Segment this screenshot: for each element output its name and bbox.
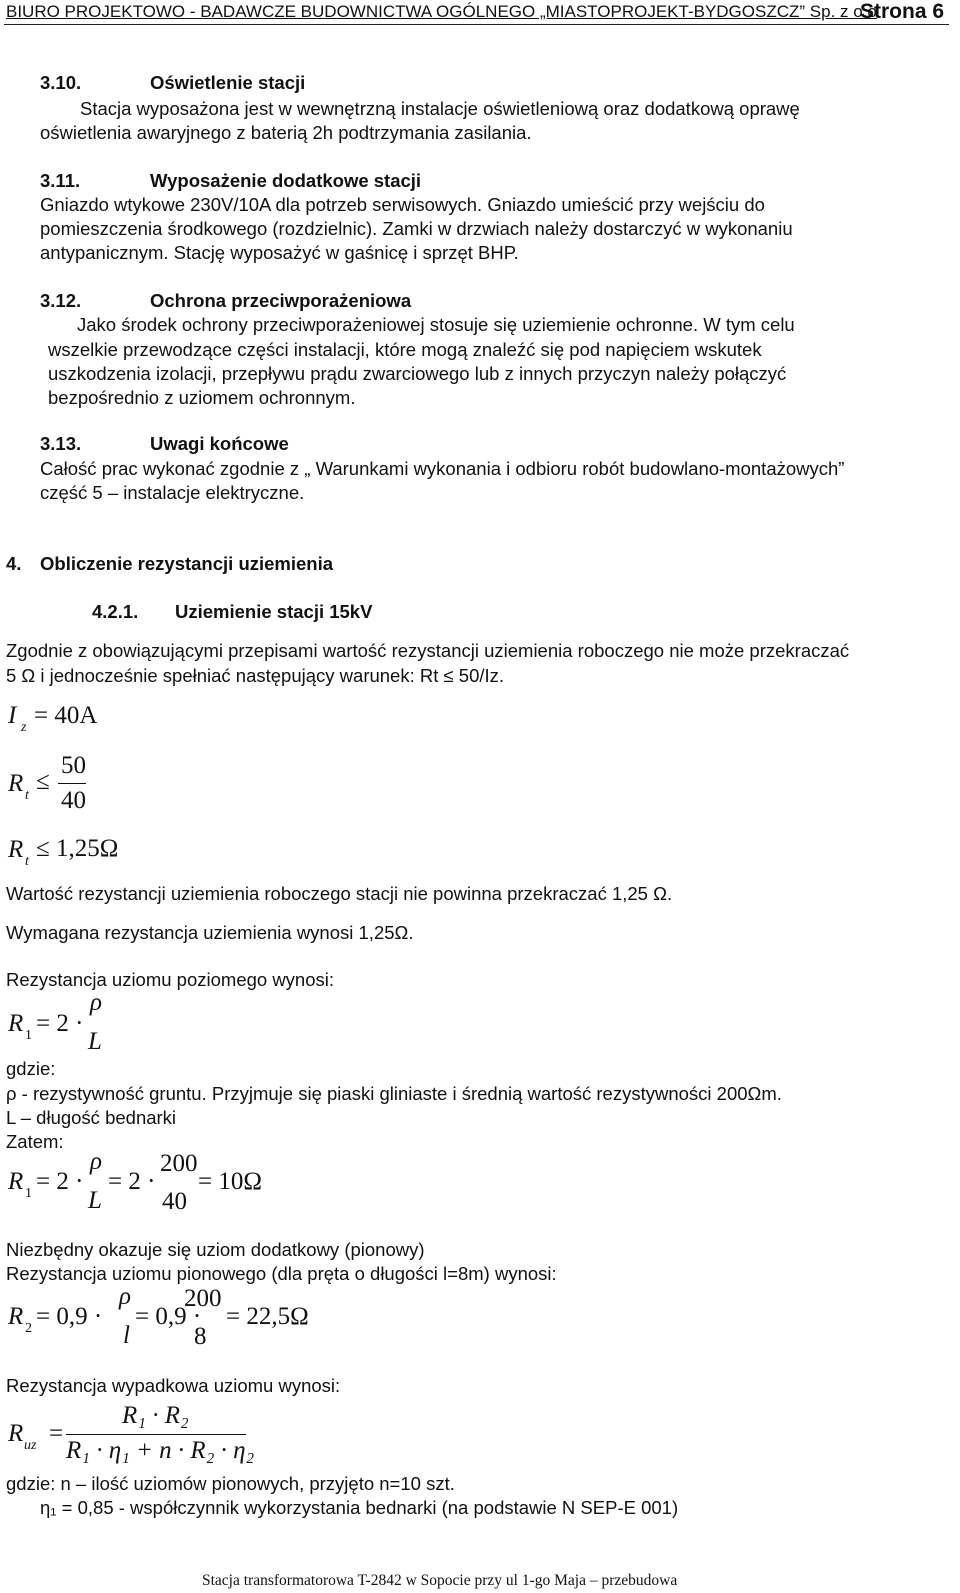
eq-symbol: I xyxy=(8,702,17,729)
eq-symbol: R xyxy=(8,1168,24,1195)
paragraph-line: Rezystancja uziomu pionowego (dla pręta o długości l=8m) wynosi: xyxy=(6,1263,557,1284)
chapter-title: Obliczenie rezystancji uziemienia xyxy=(40,553,334,574)
section-number: 3.11. xyxy=(40,170,81,191)
eq-operator: ≤ xyxy=(36,768,50,795)
paragraph-line: uszkodzenia izolacji, przepływu prądu zwarciowego lub z innych przyczyn należy połączyć xyxy=(48,363,787,384)
paragraph-line: antypanicznym. Stację wyposażyć w gaśnicę i sprzęt BHP. xyxy=(40,242,519,263)
eq-operator: = 2 · xyxy=(36,1010,84,1037)
eq-subscript: z xyxy=(21,720,27,735)
section-title: Wyposażenie dodatkowe stacji xyxy=(150,170,422,191)
paragraph-line: Wymagana rezystancja uziemienia wynosi 1,25Ω. xyxy=(6,922,414,943)
eq-numerator: 50 xyxy=(61,752,86,779)
page-number: Strona 6 xyxy=(860,0,945,23)
paragraph-line: Niezbędny okazuje się uziom dodatkowy (pionowy) xyxy=(6,1239,425,1260)
eq-operator: = 2 · xyxy=(108,1168,156,1195)
paragraph-line: pomieszczenia środkowego (rozdzielnic). Zamki w drzwiach należy dostarczyć w wykonaniu xyxy=(40,218,793,239)
fraction-bar xyxy=(66,1434,246,1435)
eq-result: = 22,5Ω xyxy=(226,1303,309,1330)
section-number: 3.13. xyxy=(40,433,82,454)
eq-subscript: 2 xyxy=(25,1321,32,1336)
eq-numerator: 200 xyxy=(160,1150,198,1177)
eq-subscript: t xyxy=(25,788,29,803)
eq-denominator: R₁ · η₁ + n · R₂ · η₂ xyxy=(66,1437,255,1464)
eq-rhs: = 40A xyxy=(34,702,98,729)
paragraph-line: oświetlenia awaryjnego z baterią 2h podtrzymania zasilania. xyxy=(40,122,532,143)
paragraph-line: Wartość rezystancji uziemienia roboczego stacji nie powinna przekraczać 1,25 Ω. xyxy=(6,883,673,904)
eq-subscript: t xyxy=(25,854,29,869)
eq-denominator: L xyxy=(88,1187,102,1214)
paragraph-line: Jako środek ochrony przeciwporażeniowej stosuje się uziemienie ochronne. W tym celu xyxy=(77,314,795,335)
paragraph-line: część 5 – instalacje elektryczne. xyxy=(40,482,305,503)
eq-symbol: R xyxy=(8,836,24,863)
eq-denominator: 40 xyxy=(162,1188,187,1215)
eq-numerator: ρ xyxy=(119,1283,131,1310)
section-title: Ochrona przeciwporażeniowa xyxy=(150,290,412,311)
eq-numerator: 200 xyxy=(184,1285,222,1312)
eq-denominator: 8 xyxy=(194,1323,207,1350)
eq-subscript: 1 xyxy=(25,1186,32,1201)
paragraph-line: gdzie: n – ilość uziomów pionowych, przyjęto n=10 szt. xyxy=(6,1473,455,1494)
eq-numerator: R₁ · R₂ xyxy=(122,1402,189,1429)
eq-operator: = 0,9 · xyxy=(36,1303,103,1330)
subsection-number: 4.2.1. xyxy=(92,601,139,622)
eq-denominator: L xyxy=(88,1028,102,1055)
eq-denominator: l xyxy=(123,1322,130,1349)
paragraph-line: bezpośrednio z uziomem ochronnym. xyxy=(48,387,356,408)
section-title: Oświetlenie stacji xyxy=(150,72,306,93)
paragraph-line: Rezystancja wypadkowa uziomu wynosi: xyxy=(6,1375,341,1396)
page-header-company: BIURO PROJEKTOWO - BADAWCZE BUDOWNICTWA OGÓLNEGO „MIASTOPROJEKT-BYDGOSZCZ” Sp. z o.o xyxy=(6,2,877,21)
section-title: Uwagi końcowe xyxy=(150,433,289,454)
paragraph-line: Rezystancja uziomu poziomego wynosi: xyxy=(6,969,335,990)
paragraph-line: L – długość bednarki xyxy=(6,1107,177,1128)
paragraph-line: Stacja wyposażona jest w wewnętrzną instalacje oświetleniową oraz dodatkową oprawę xyxy=(80,98,800,119)
paragraph-line: Gniazdo wtykowe 230V/10A dla potrzeb serwisowych. Gniazdo umieścić przy wejściu do xyxy=(40,194,765,215)
page-footer: Stacja transformatorowa T-2842 w Sopocie przy ul 1-go Maja – przebudowa xyxy=(202,1572,678,1589)
eq-subscript: 1 xyxy=(25,1028,32,1043)
eq-symbol: R xyxy=(8,1303,24,1330)
subsection-title: Uziemienie stacji 15kV xyxy=(175,601,373,622)
eq-rhs: ≤ 1,25Ω xyxy=(36,835,119,862)
eq-denominator: 40 xyxy=(61,787,86,814)
eq-symbol: R xyxy=(8,1010,24,1037)
eq-numerator: ρ xyxy=(90,1148,102,1175)
paragraph-line: Zatem: xyxy=(6,1131,64,1152)
section-number: 3.10. xyxy=(40,72,82,93)
section-number: 3.12. xyxy=(40,290,82,311)
paragraph-line: wszelkie przewodzące części instalacji, które mogą znaleźć się pod napięciem wskutek xyxy=(48,339,762,360)
eq-operator: = 0,9 · xyxy=(135,1303,202,1330)
paragraph-line: 5 Ω i jednocześnie spełniać następujący warunek: Rt ≤ 50/Iz. xyxy=(6,665,505,686)
chapter-number: 4. xyxy=(6,553,22,574)
paragraph-line: Zgodnie z obowiązującymi przepisami wartość rezystancji uziemienia roboczego nie może przekraczać xyxy=(6,640,850,661)
paragraph-line: gdzie: xyxy=(6,1058,56,1079)
paragraph-line: η₁ = 0,85 - współczynnik wykorzystania bednarki (na podstawie N SEP-E 001) xyxy=(40,1497,679,1518)
eq-symbol: R xyxy=(8,770,24,797)
header-divider xyxy=(4,24,949,25)
eq-operator: = 2 · xyxy=(36,1168,84,1195)
fraction-bar xyxy=(58,783,86,784)
eq-operator: = xyxy=(49,1420,64,1447)
eq-symbol: R xyxy=(8,1420,24,1447)
paragraph-line: Całość prac wykonać zgodnie z „ Warunkami wykonania i odbioru robót budowlano-montażowych” xyxy=(40,458,845,479)
eq-numerator: ρ xyxy=(90,989,102,1016)
eq-subscript: uz xyxy=(24,1438,37,1453)
eq-result: = 10Ω xyxy=(198,1168,262,1195)
paragraph-line: ρ - rezystywność gruntu. Przyjmuje się piaski gliniaste i średnią wartość rezystywności 200Ωm. xyxy=(6,1083,782,1104)
